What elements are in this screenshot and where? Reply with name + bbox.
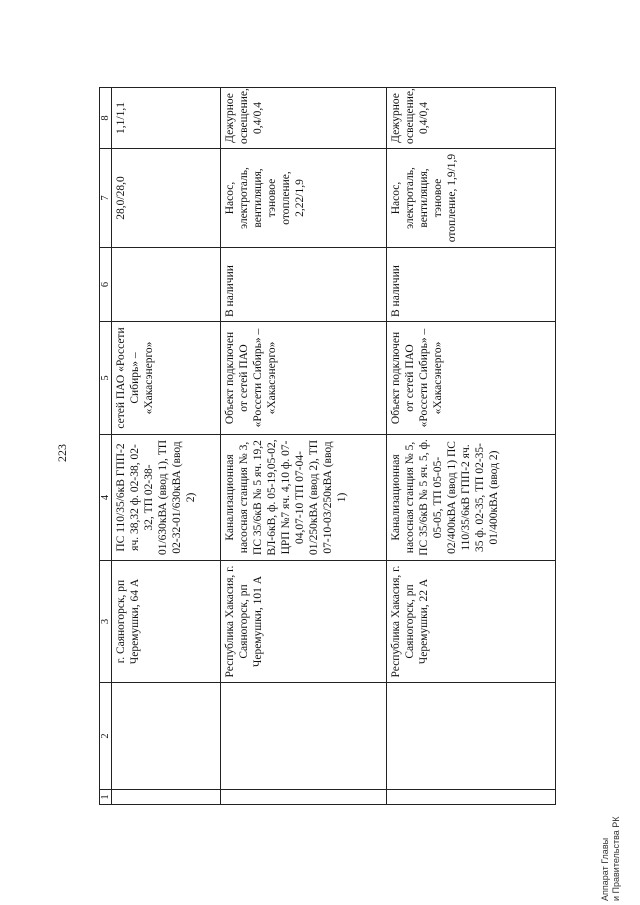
cell-availability	[112, 248, 220, 322]
cell-load: Насос, электроталь, вентиляция, тэновое отопление, 2,22/1,9	[220, 149, 387, 248]
table-row	[112, 88, 220, 805]
header-cell-col4: 4	[100, 435, 112, 561]
cell-lighting: 1,1/1,1	[112, 88, 220, 149]
header-cell-col1: 1	[100, 790, 112, 805]
cell-connection: Объект подключен от сетей ПАО «Россети Сибирь» – «Хакасэнерго»	[220, 322, 387, 435]
office-stamp	[600, 811, 632, 901]
cell-col2	[387, 683, 556, 790]
cell-connection: сетей ПАО «Россети Сибирь» – «Хакасэнерго»	[112, 322, 220, 435]
cell-col2	[112, 683, 220, 790]
header-cell-col6: 6	[100, 248, 112, 322]
cell-address: Республика Хакасия, г. Саяногорск, рп Черемушки, 101 А	[220, 561, 387, 683]
stamp-line-2: и Правительства РК	[611, 816, 621, 901]
table-header-row	[100, 88, 112, 805]
cell-number	[387, 790, 556, 805]
cell-col2	[220, 683, 387, 790]
cell-power-source: ПС 110/35/6кВ ГПП-2 яч. 38,32 ф. 02-38, 02-32, ТП 02-38-01/630кВА (ввод 1), ТП 02-32-01/630кВА (ввод 2)	[112, 435, 220, 561]
header-cell-col3: 3	[100, 561, 112, 683]
cell-availability: В наличии	[387, 248, 556, 322]
cell-connection: Объект подключен от сетей ПАО «Россети Сибирь» – «Хакасэнерго»	[387, 322, 556, 435]
cell-number	[112, 790, 220, 805]
cell-power-source: Канализационная насосная станция № 3, ПС 35/6кВ № 5 яч. 19,2 ВЛ-6кВ, ф. 05-19,05-02, ЦРП №7 яч. 4,10 ф. 07-04,07-10 ТП 07-04-01/250кВА (ввод 2), ТП 07-10-03/250кВА (ввод 1)	[220, 435, 387, 561]
cell-availability: В наличии	[220, 248, 387, 322]
table-row	[387, 88, 556, 805]
document-table-container	[99, 88, 556, 805]
header-cell-col5: 5	[100, 322, 112, 435]
header-cell-col7: 7	[100, 149, 112, 248]
cell-address: Республика Хакасия, г. Саяногорск, рп Черемушки, 22 А	[387, 561, 556, 683]
cell-lighting: Дежурное освещение, 0,4/0,4	[387, 88, 556, 149]
header-cell-col8: 8	[100, 88, 112, 149]
cell-address: г. Саяногорск, рп Черемушки, 64 А	[112, 561, 220, 683]
cell-lighting: Дежурное освещение, 0,4/0,4	[220, 88, 387, 149]
page-number: 223	[55, 444, 69, 462]
document-table	[99, 87, 556, 805]
cell-load: Насос, электроталь, вентиляция, тэновое отопление, 1,9/1,9	[387, 149, 556, 248]
cell-load: 28,0/28,0	[112, 149, 220, 248]
cell-number	[220, 790, 387, 805]
stamp-line-1: Аппарат Главы	[600, 837, 610, 901]
cell-power-source: Канализационная насосная станция № 5, ПС 35/6кВ № 5 яч. 5, ф. 05-05, ТП 05-05-02/400кВА (ввод 1) ПС 110/35/6кВ ГПП-2 яч. 35 ф. 02-35, ТП 02-35-01/400кВА (ввод 2)	[387, 435, 556, 561]
table-row	[220, 88, 387, 805]
header-cell-col2: 2	[100, 683, 112, 790]
